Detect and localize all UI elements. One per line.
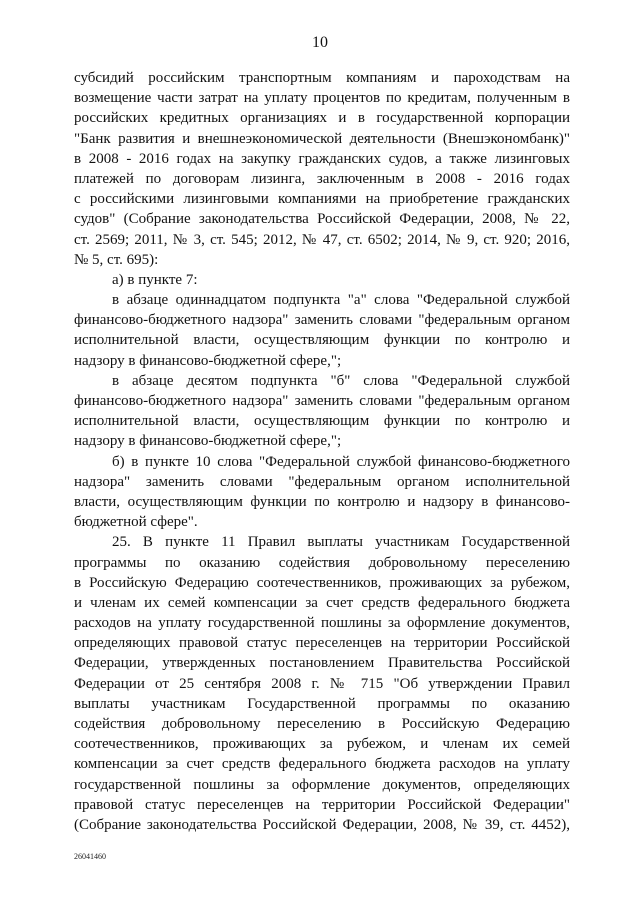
body-text	[74, 68, 570, 835]
text-line: содействия добровольному переселению в Российскую Федерацию	[74, 716, 570, 732]
text-line: Федерации от 25 сентября 2008 г. № 715 "Об утверждении Правил	[74, 675, 570, 692]
page-number: 10	[312, 34, 328, 51]
text-line: российских кредитных организациях и в государственной корпорации	[74, 110, 570, 127]
text-line: б) в пункте 10 слова "Федеральной службой финансово-бюджетного	[112, 453, 570, 470]
text-line: надзора" заменить словами "федеральным органом исполнительной	[74, 473, 570, 490]
text-line: Федерации, утвержденных постановлением Правительства Российской	[74, 655, 570, 672]
text-line: платежей по договорам лизинга, заключенным в 2008 - 2016 годах	[74, 170, 570, 187]
text-line: а) в пункте 7:	[112, 271, 198, 288]
text-line: программы по оказанию содействия добровольному переселению	[74, 554, 570, 571]
text-line: определяющих правовой статус переселенцев на территории Российской	[74, 635, 570, 652]
text-line: возмещение части затрат на уплату процентов по кредитам, полученным в	[74, 90, 570, 107]
text-line: и членам их семей компенсации за счет средств федерального бюджета	[74, 594, 570, 611]
text-line: правовой статус переселенцев на территории Российской Федерации"	[74, 796, 570, 813]
text-line: субсидий российским транспортным компаниям и пароходствам на	[74, 70, 570, 86]
text-line: бюджетной сфере".	[74, 514, 198, 531]
text-line: выплаты участникам Государственной программы по оказанию	[74, 695, 570, 712]
text-line: "Банк развития и внешнеэкономической деятельности (Внешэкономбанк)"	[74, 130, 570, 147]
text-line: исполнительной власти, осуществляющим функции по контролю и	[74, 413, 570, 430]
text-line: ст. 2569; 2011, № 3, ст. 545; 2012, № 47, ст. 6502; 2014, № 9, ст. 920; 2016,	[74, 231, 570, 248]
text-line: судов" (Собрание законодательства Российской Федерации, 2008, № 22,	[74, 211, 570, 228]
text-line: надзору в финансово-бюджетной сфере,";	[74, 352, 342, 369]
text-line: финансово-бюджетного надзора" заменить словами "федеральным органом	[74, 312, 570, 329]
text-line: надзору в финансово-бюджетной сфере,";	[74, 433, 342, 450]
text-line: в абзаце одиннадцатом подпункта "а" слова "Федеральной службой	[112, 292, 570, 309]
text-line: финансово-бюджетного надзора" заменить словами "федеральным органом	[74, 393, 570, 409]
text-line: соотечественников, проживающих за рубежом, и членам их семей	[74, 736, 570, 753]
text-line: 25. В пункте 11 Правил выплаты участникам Государственной	[112, 534, 570, 551]
text-line: исполнительной власти, осуществляющим функции по контролю и	[74, 332, 570, 349]
text-line: компенсации за счет средств федерального бюджета расходов на уплату	[74, 756, 570, 773]
text-line: № 5, ст. 695):	[74, 251, 159, 268]
text-line: в Российскую Федерацию соотечественников, проживающих за рубежом,	[74, 574, 570, 591]
text-line: расходов на уплату государственной пошлины за оформление документов,	[74, 615, 570, 632]
text-line: в 2008 - 2016 годах на закупку гражданских судов, а также лизинговых	[74, 150, 570, 167]
document-code: 26041460	[74, 852, 106, 861]
text-line: (Собрание законодательства Российской Федерации, 2008, № 39, ст. 4452),	[74, 816, 570, 833]
text-line: с российскими лизинговыми компаниями на приобретение гражданских	[74, 191, 570, 208]
text-line: в абзаце десятом подпункта "б" слова "Федеральной службой	[112, 372, 570, 389]
text-line: государственной пошлины за оформление документов, определяющих	[74, 776, 570, 793]
text-line: власти, осуществляющим функции по контролю и надзору в финансово-	[74, 493, 570, 510]
